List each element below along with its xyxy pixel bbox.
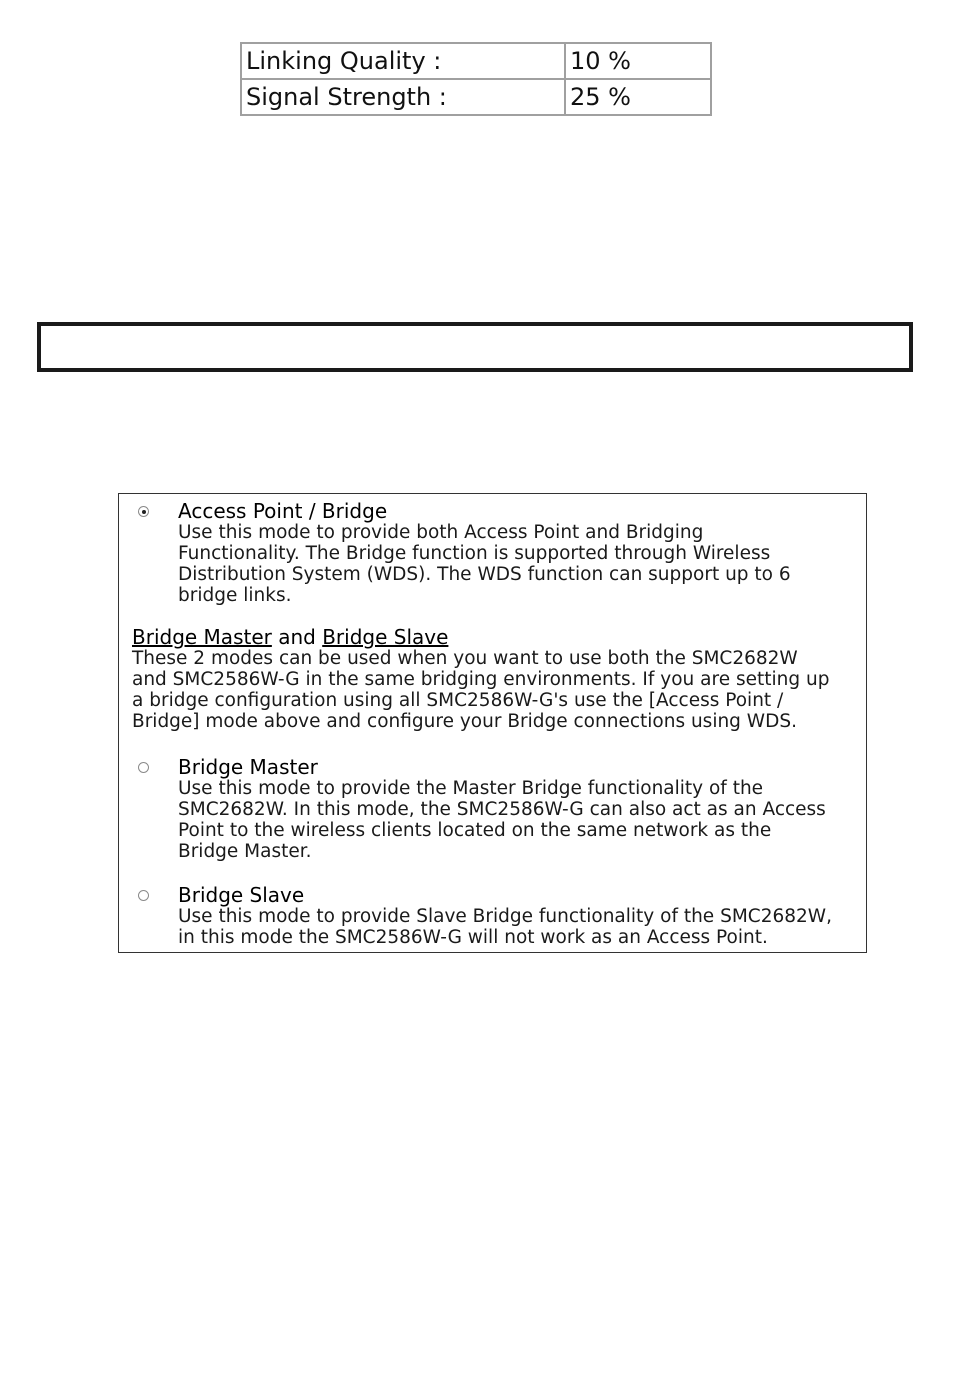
- wireless-mode-panel: [118, 493, 867, 953]
- bridge-slave-description: Use this mode to provide Slave Bridge functionality of the SMC2682W, in this mode the SMC2586W-G will not work as an Access Point.: [178, 906, 832, 948]
- access-point-bridge-description: Use this mode to provide both Access Point and Bridging Functionality. The Bridge function is supported through Wireless Distribution System (WDS). The WDS function can support up to 6 bridge links.: [178, 522, 791, 606]
- bridge-master-title: Bridge Master: [178, 755, 318, 779]
- bridge-master-radio[interactable]: [138, 762, 149, 773]
- table-row: [241, 43, 711, 79]
- bridge-slave-radio[interactable]: [138, 890, 149, 901]
- bridge-info-block: [132, 627, 862, 732]
- access-point-bridge-title: Access Point / Bridge: [178, 499, 388, 523]
- heading-joiner: and: [271, 625, 323, 649]
- bridge-info-heading: [132, 627, 862, 648]
- table-row: [241, 79, 711, 115]
- bridge-slave-heading: Bridge Slave: [322, 625, 449, 649]
- linking-quality-value: 10 %: [565, 43, 711, 79]
- bridge-info-description: These 2 modes can be used when you want to use both the SMC2682W and SMC2586W-G in the same bridging environments. If you are setting up a bridge configuration using all SMC2586W-G's use the [Access Point / Bridge] mode above and configure your Bridge connections using WDS.: [132, 648, 830, 732]
- signal-strength-label: Signal Strength :: [241, 79, 565, 115]
- access-point-bridge-radio[interactable]: [138, 506, 149, 517]
- link-status-table: [240, 42, 712, 116]
- bridge-master-description: Use this mode to provide the Master Bridge functionality of the SMC2682W. In this mode, the SMC2586W-G can also act as an Access Point to the wireless clients located on the same network as the Bridge Master.: [178, 778, 826, 862]
- signal-strength-value: 25 %: [565, 79, 711, 115]
- bridge-slave-title: Bridge Slave: [178, 883, 305, 907]
- section-header-box: [37, 322, 913, 372]
- bridge-master-heading: Bridge Master: [132, 625, 272, 649]
- linking-quality-label: Linking Quality :: [241, 43, 565, 79]
